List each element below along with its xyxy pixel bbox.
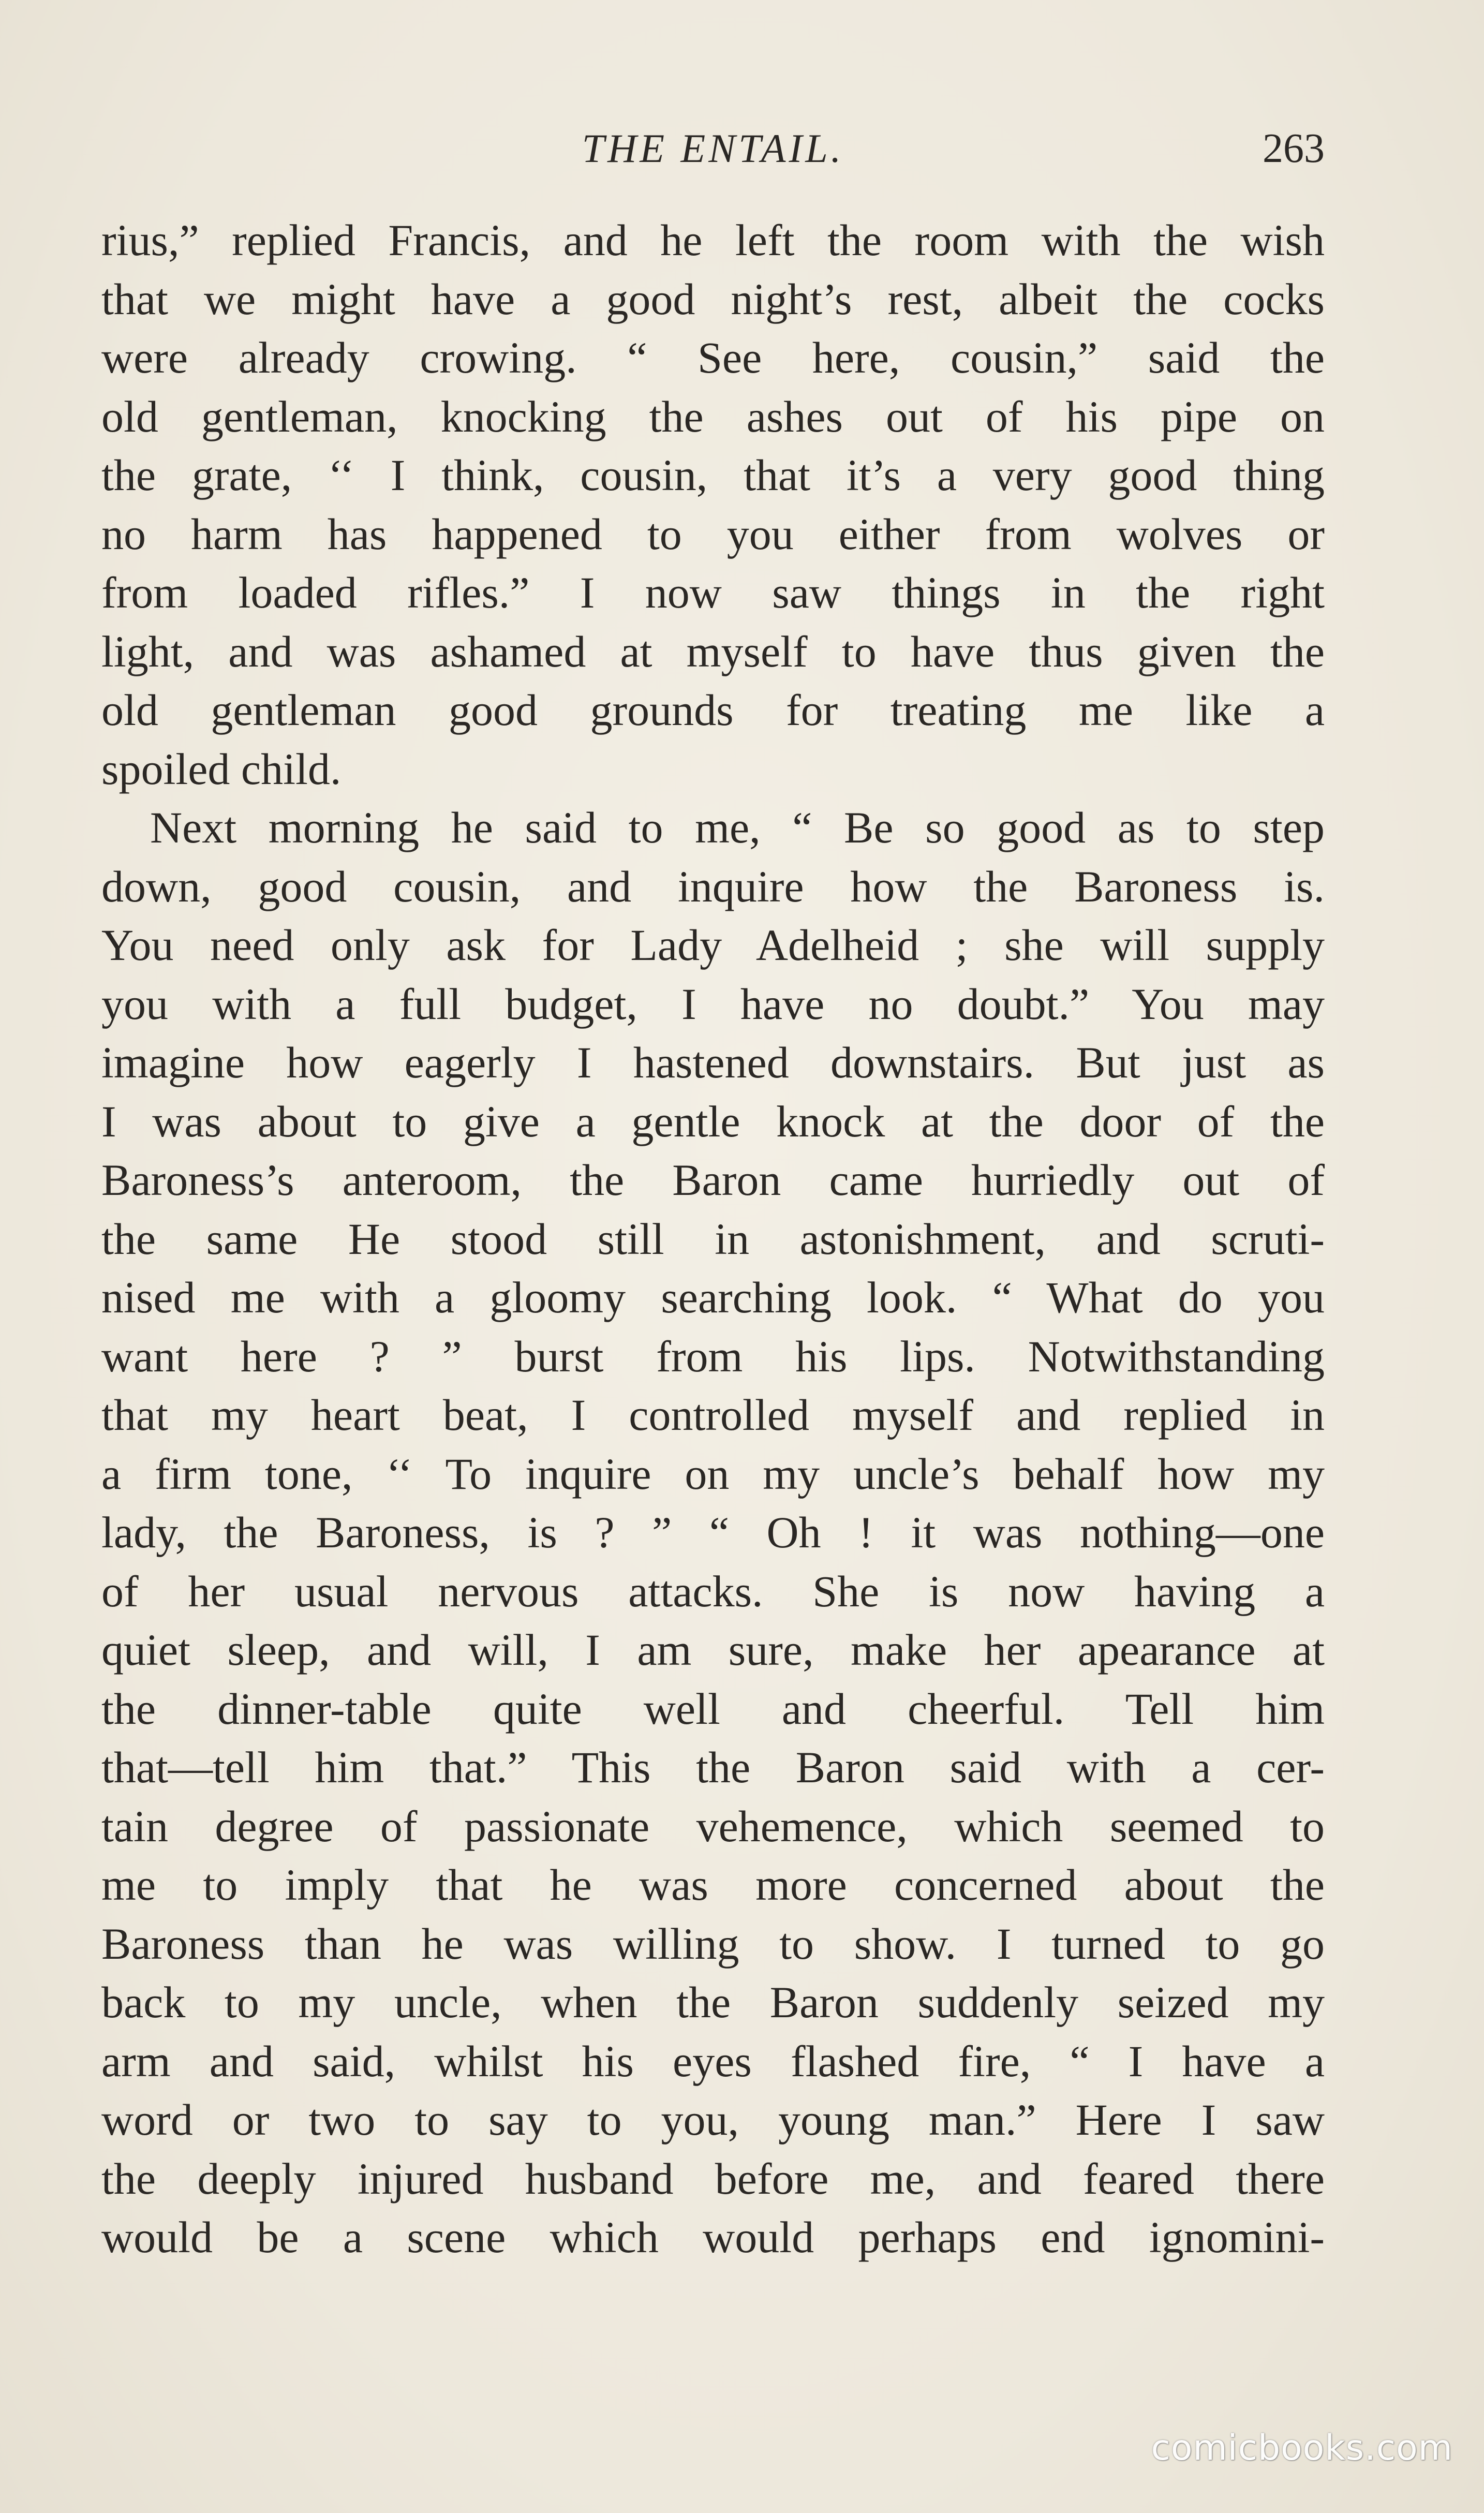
text-line: old gentleman, knocking the ashes out of his pipe on — [101, 391, 1325, 441]
body-text — [101, 211, 1325, 2267]
text-line: arm and said, whilst his eyes flashed fire, “ I have a — [101, 2036, 1325, 2086]
watermark: comicbooks.com — [1151, 2428, 1453, 2468]
text-line: want here ? ” burst from his lips. Notwithstanding — [101, 1331, 1325, 1381]
text-line: old gentleman good grounds for treating me like a — [101, 685, 1325, 735]
text-line: the same He stood still in astonishment, and scruti- — [101, 1214, 1325, 1264]
text-line: no harm has happened to you either from wolves or — [101, 509, 1325, 559]
text-line: nised me with a gloomy searching look. “ What do you — [101, 1273, 1325, 1322]
text-line: light, and was ashamed at myself to have thus given the — [101, 626, 1325, 676]
text-line: rius,” replied Francis, and he left the room with the wish — [101, 215, 1325, 265]
text-line: spoiled child. — [101, 744, 342, 794]
text-line: the dinner-table quite well and cheerful. Tell him — [101, 1683, 1325, 1734]
running-head — [101, 120, 1325, 177]
text-line: You need only ask for Lady Adelheid ; she will supply — [101, 920, 1325, 970]
paragraph — [101, 799, 1325, 2267]
text-line: a firm tone, ‘‘ To inquire on my uncle’s behalf how my — [101, 1448, 1325, 1499]
page-number: 263 — [1263, 126, 1325, 171]
text-line: down, good cousin, and inquire how the Baroness is. — [101, 861, 1325, 911]
text-line: were already crowing. “ See here, cousin,” said the — [101, 333, 1325, 382]
text-line: back to my uncle, when the Baron suddenly seized my — [101, 1977, 1325, 2027]
text-line: word or two to say to you, young man.” Here I saw — [101, 2095, 1325, 2145]
text-line: of her usual nervous attacks. She is now having a — [101, 1566, 1325, 1616]
text-line: imagine how eagerly I hastened downstairs. But just as — [101, 1038, 1325, 1087]
text-line: lady, the Baroness, is ? ” “ Oh ! it was nothing—one — [101, 1507, 1325, 1557]
text-line: that—tell him that.” This the Baron said with a cer- — [101, 1742, 1325, 1792]
text-line: quiet sleep, and will, I am sure, make her apearance at — [101, 1625, 1325, 1675]
running-title: THE ENTAIL. — [582, 126, 844, 171]
text-line: tain degree of passionate vehemence, which seemed to — [101, 1801, 1325, 1851]
text-line: I was about to give a gentle knock at the door of the — [101, 1096, 1325, 1146]
text-line: the deeply injured husband before me, and feared there — [101, 2153, 1325, 2204]
text-line: would be a scene which would perhaps end ignomini- — [101, 2212, 1325, 2262]
text-line: that my heart beat, I controlled myself and replied in — [101, 1390, 1325, 1440]
text-line: you with a full budget, I have no doubt.” You may — [101, 979, 1325, 1029]
text-line: the grate, ‘‘ I think, cousin, that it’s a very good thing — [101, 450, 1325, 500]
paragraph — [101, 211, 1325, 799]
text-line: Next morning he said to me, “ Be so good as to step — [150, 803, 1325, 852]
text-line: me to imply that he was more concerned about the — [101, 1860, 1325, 1910]
text-line: that we might have a good night’s rest, albeit the cocks — [101, 274, 1325, 324]
text-line: Baroness’s anteroom, the Baron came hurriedly out of — [101, 1155, 1325, 1205]
text-line: Baroness than he was willing to show. I turned to go — [101, 1918, 1325, 1969]
text-line: from loaded rifles.” I now saw things in the right — [101, 568, 1325, 617]
